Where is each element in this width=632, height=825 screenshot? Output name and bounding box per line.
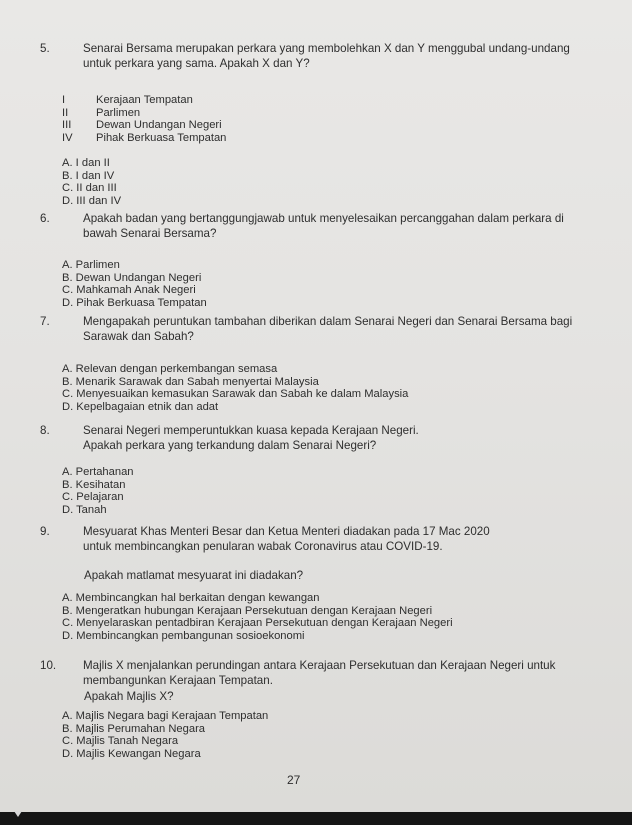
question-line: untuk perkara yang sama. Apakah X dan Y? (83, 56, 310, 70)
question-text (83, 315, 573, 344)
list-item-text: Kerajaan Tempatan (96, 94, 193, 106)
list-item-text: Pihak Berkuasa Tempatan (96, 131, 227, 144)
answer-option-d: D. Tanah (62, 503, 107, 516)
answer-option-c: C. Mahkamah Anak Negeri (62, 284, 196, 297)
answer-options (62, 592, 453, 642)
answer-option-d: D. Pihak Berkuasa Tempatan (62, 296, 207, 309)
answer-option-a: A. Majlis Negara bagi Kerajaan Tempatan (62, 710, 269, 722)
roman-numeral: III (62, 119, 72, 132)
question-text (83, 424, 573, 453)
question-text (83, 212, 573, 241)
question-line: Mengapakah peruntukan tambahan diberikan dalam Senarai Negeri dan Senarai Bersama bagi (83, 315, 573, 328)
answer-option-d: D. Kepelbagaian etnik dan adat (62, 400, 219, 413)
question-text (83, 525, 573, 554)
answer-option-c: C. Menyesuaikan kemasukan Sarawak dan Sabah ke dalam Malaysia (62, 388, 409, 401)
answer-options (62, 466, 134, 516)
answer-option-b: B. Menarik Sarawak dan Sabah menyertai Malaysia (62, 375, 319, 388)
answer-options (62, 259, 207, 309)
page-number: 27 (287, 773, 301, 787)
question-line: membangunkan Kerajaan Tempatan. (83, 673, 273, 687)
answer-option-c: C. Menyelaraskan pentadbiran Kerajaan Persekutuan dengan Kerajaan Negeri (62, 617, 453, 630)
answer-options (62, 710, 268, 760)
question-number: 5. (40, 42, 50, 55)
triangle-down-icon (14, 811, 22, 817)
list-item-text: Parlimen (96, 106, 141, 119)
answer-option-d: D. Majlis Kewangan Negara (62, 747, 201, 760)
question-line: bawah Senarai Bersama? (83, 226, 217, 240)
question-line: Majlis X menjalankan perundingan antara Kerajaan Persekutuan dan Kerajaan Negeri untuk (83, 659, 556, 672)
question-line: Sarawak dan Sabah? (83, 329, 194, 343)
question-line: Senarai Negeri memperuntukkan kuasa kepada Kerajaan Negeri. (83, 424, 419, 437)
question-line: Apakah badan yang bertanggungjawab untuk menyelesaikan percanggahan dalam perkara di (83, 212, 564, 225)
answer-option-c: C. II dan III (62, 182, 117, 195)
answer-option-c: C. Pelajaran (62, 491, 124, 504)
question-number: 10. (40, 659, 57, 672)
answer-option-c: C. Majlis Tanah Negara (62, 735, 179, 748)
answer-option-b: B. Kesihatan (62, 478, 126, 491)
answer-option-a: A. Membincangkan hal berkaitan dengan kewangan (62, 592, 320, 604)
roman-numeral: I (62, 94, 66, 106)
answer-option-b: B. I dan IV (62, 169, 115, 182)
answer-option-b: B. Majlis Perumahan Negara (62, 722, 206, 735)
answer-option-a: A. Relevan dengan perkembangan semasa (62, 363, 278, 375)
answer-options (62, 157, 121, 207)
answer-option-d: D. Membincangkan pembangunan sosioekonomi (62, 629, 305, 642)
question-text (83, 42, 573, 71)
question-number: 6. (40, 212, 50, 225)
question-number: 8. (40, 424, 50, 437)
bottom-edge (0, 812, 632, 825)
answer-option-d: D. III dan IV (62, 194, 122, 207)
question-number: 7. (40, 315, 50, 328)
answer-option-a: A. Pertahanan (62, 466, 134, 478)
answer-option-b: B. Dewan Undangan Negeri (62, 271, 202, 284)
answer-options (62, 363, 408, 413)
list-item-text: Dewan Undangan Negeri (96, 119, 222, 132)
question-line: Senarai Bersama merupakan perkara yang membolehkan X dan Y menggubal undang-undang (83, 42, 570, 55)
question-text (83, 659, 573, 688)
question-number: 9. (40, 525, 50, 538)
answer-option-a: A. Parlimen (62, 259, 120, 271)
question-line: untuk membincangkan penularan wabak Coronavirus atau COVID-19. (83, 539, 443, 553)
question-line: Mesyuarat Khas Menteri Besar dan Ketua Menteri diadakan pada 17 Mac 2020 (83, 525, 490, 538)
question-prompt: Apakah matlamat mesyuarat ini diadakan? (84, 569, 304, 582)
roman-numeral: II (62, 106, 69, 119)
answer-option-a: A. I dan II (62, 157, 110, 169)
question-prompt: Apakah Majlis X? (84, 690, 174, 703)
question-line: Apakah perkara yang terkandung dalam Senarai Negeri? (83, 438, 377, 452)
roman-numeral: IV (62, 131, 73, 144)
answer-option-b: B. Mengeratkan hubungan Kerajaan Persekutuan dengan Kerajaan Negeri (62, 604, 433, 617)
